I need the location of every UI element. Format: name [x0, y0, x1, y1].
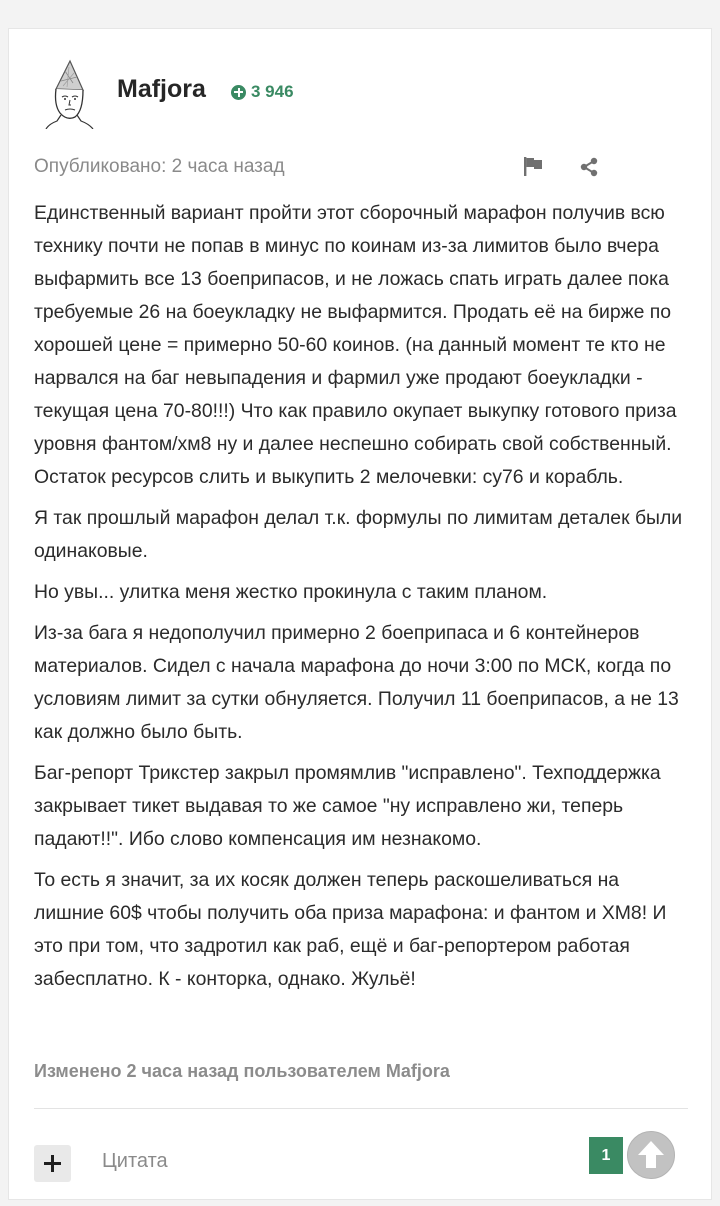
reputation-value: 3 946	[251, 82, 294, 101]
post-paragraph: Из-за бага я недополучил примерно 2 боеприпаса и 6 контейнеров материалов. Сидел с начала марафона до ночи 3:00 по МСК, когда по условиям лимит за сутки обнуляется. Получил 11 боеприпасов, а не 13 как должно было быть.	[34, 622, 679, 743]
plus-circle-icon	[231, 85, 246, 100]
reputation-count-badge: 1	[589, 1137, 623, 1174]
flag-icon[interactable]	[522, 155, 544, 177]
avatar[interactable]	[43, 59, 97, 129]
arrow-up-icon	[628, 1132, 674, 1178]
post-content	[34, 197, 694, 1004]
divider	[34, 1108, 688, 1109]
upvote-button[interactable]	[627, 1131, 675, 1179]
post-paragraph: Единственный вариант пройти этот сборочный марафон получив всю технику почти не попав в минус по коинам из-за лимитов было вчера выфармить все 13 боеприпасов, и не ложась спать играть далее пока требуемые 26 на боеукладку не выфармится. Продать её на бирже по хорошей цене = примерно 50-60 коинов. (на данный момент те кто не нарвался на баг невыпадения и фармил уже продают боеукладки - текущая цена 70-80!!!) Что как правило окупает выкупку готового приза уровня фантом/хм8 ну и далее неспешно собирать свой собственный. Остаток ресурсов слить и выкупить 2 мелочевки: су76 и корабль.	[34, 202, 677, 488]
quote-button[interactable]: Цитата	[102, 1150, 168, 1172]
post-paragraph: То есть я значит, за их косяк должен теперь раскошеливаться на лишние 60$ чтобы получить оба приза марафона: и фантом и ХМ8! И это при том, что задротил как раб, ещё и баг-репортером работая забесплатно. К - конторка, однако. Жульё!	[34, 869, 667, 990]
edited-note: Изменено 2 часа назад пользователем Mafjora	[34, 1061, 450, 1081]
share-icon[interactable]	[579, 157, 599, 177]
author-name[interactable]: Mafjora	[117, 75, 206, 103]
post-card	[8, 28, 712, 1200]
multiquote-plus-button[interactable]	[34, 1145, 71, 1182]
avatar-image	[43, 59, 97, 129]
post-paragraph: Но увы... улитка меня жестко прокинула с таким планом.	[34, 581, 548, 603]
reputation-badge	[231, 82, 294, 102]
published-date: Опубликовано: 2 часа назад	[34, 156, 285, 177]
post-paragraph: Я так прошлый марафон делал т.к. формулы по лимитам деталек были одинаковые.	[34, 507, 683, 562]
post-paragraph: Баг-репорт Трикстер закрыл промямлив "исправлено". Техподдержка закрывает тикет выдавая то же самое "ну исправлено жи, теперь падают!!". Ибо слово компенсация им незнакомо.	[34, 762, 661, 850]
